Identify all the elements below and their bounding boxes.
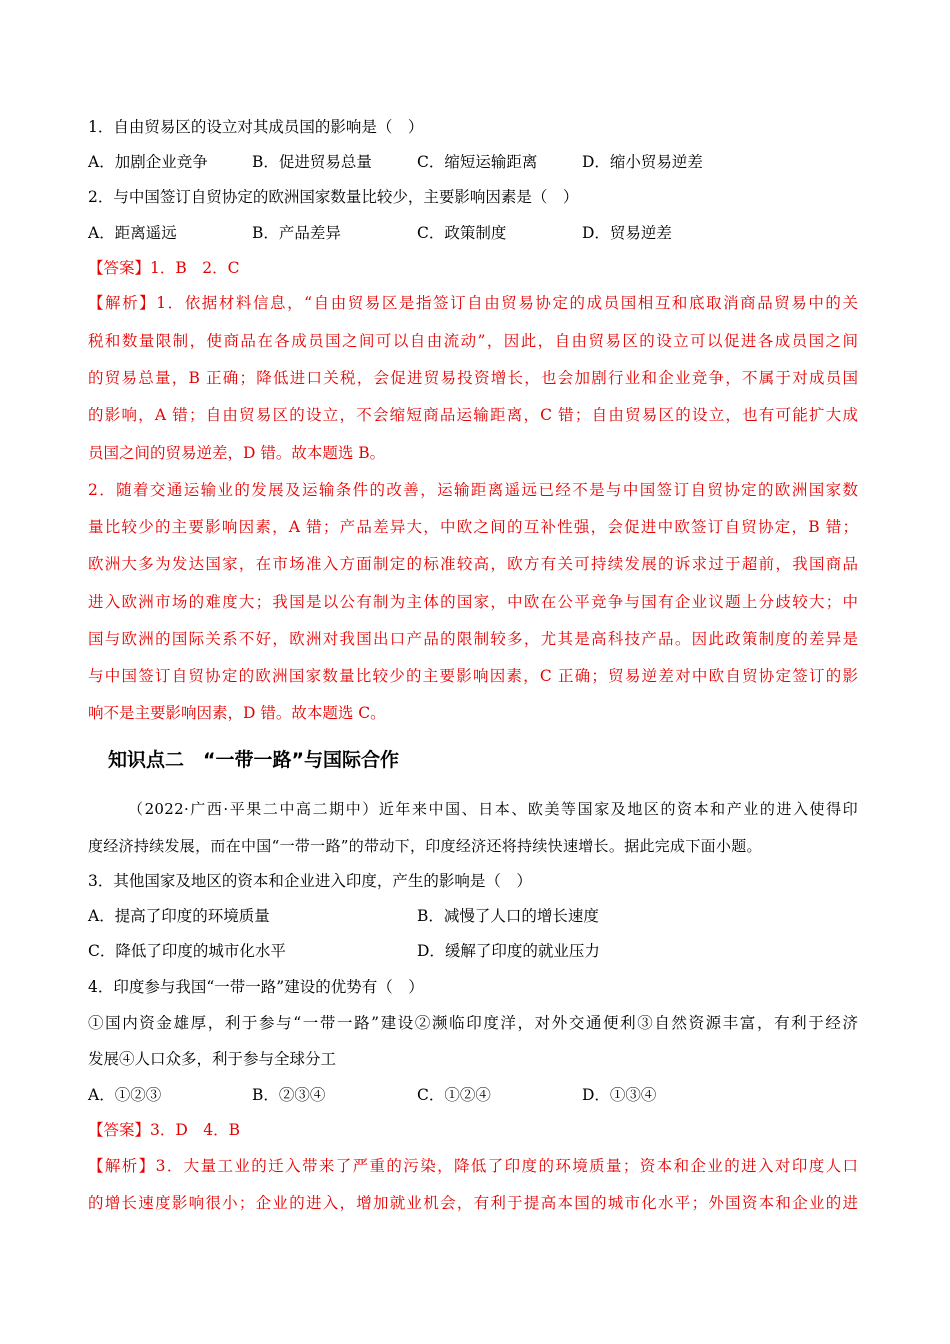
analysis-2-line: 进入欧洲市场的难度大；我国是以公有制为主体的国家，中欧在公平竞争与国有企业议题上分歧较大；中	[88, 593, 858, 611]
question-3-option-c: C．降低了印度的城市化水平	[88, 942, 286, 960]
question-4-option-a: A．①②③	[88, 1086, 162, 1104]
question-3-option-a: A．提高了印度的环境质量	[88, 907, 270, 925]
intro-line: （2022·广西·平果二中高二期中）近年来中国、日本、欧美等国家及地区的资本和产业的进入使得印	[128, 800, 858, 818]
section-title: 知识点二 “一带一路”与国际合作	[108, 749, 399, 771]
analysis-2-line: 2．随着交通运输业的发展及运输条件的改善，运输距离遥远已经不是与中国签订自贸协定的欧洲国家数	[88, 481, 858, 499]
analysis-1-line: 税和数量限制，使商品在各成员国之间可以自由流动”，因此，自由贸易区的设立可以促进各成员国之间	[88, 332, 858, 350]
question-3-stem: 3．其他国家及地区的资本和企业进入印度，产生的影响是（ ）	[88, 872, 532, 890]
question-1-option-c: C．缩短运输距离	[417, 153, 538, 171]
question-1-option-d: D．缩小贸易逆差	[582, 153, 703, 171]
question-1-stem: 1．自由贸易区的设立对其成员国的影响是（ ）	[88, 118, 424, 136]
question-4-option-d: D．①③④	[582, 1086, 657, 1104]
analysis-2-line: 响不是主要影响因素，D 错。故本题选 C。	[88, 704, 386, 722]
question-2-option-c: C．政策制度	[417, 224, 507, 242]
question-2-option-a: A．距离遥远	[88, 224, 177, 242]
analysis-3-line: 的增长速度影响很小；企业的进入，增加就业机会，有利于提高本国的城市化水平；外国资本和企业的进	[88, 1194, 858, 1212]
question-4-option-b: B．②③④	[252, 1086, 326, 1104]
analysis-2-line: 欧洲大多为发达国家，在市场准入方面制定的标准较高，欧方有关可持续发展的诉求过于超前，我国商品	[88, 555, 858, 573]
analysis-2-line: 国与欧洲的国际关系不好，欧洲对我国出口产品的限制较多，尤其是高科技产品。因此政策制度的差异是	[88, 630, 858, 648]
question-4-body: ①国内资金雄厚，利于参与“一带一路”建设②濒临印度洋，对外交通便利③自然资源丰富，有利于经济	[88, 1014, 858, 1032]
analysis-1-line: 【解析】1．依据材料信息，“自由贸易区是指签订自由贸易协定的成员国相互和底取消商品贸易中的关	[88, 294, 858, 312]
answer-block-1: 【答案】1．B 2．C	[88, 259, 240, 277]
analysis-1-line: 的贸易总量，B 正确；降低进口关税，会促进贸易投资增长，也会加剧行业和企业竞争，不属于对成员国	[88, 369, 858, 387]
question-2-stem: 2．与中国签订自贸协定的欧洲国家数量比较少，主要影响因素是（ ）	[88, 188, 579, 206]
question-1-option-a: A．加剧企业竞争	[88, 153, 208, 171]
analysis-1-line: 的影响，A 错；自由贸易区的设立，不会缩短商品运输距离，C 错；自由贸易区的设立，也有可能扩大成	[88, 406, 858, 424]
question-3-option-b: B．减慢了人口的增长速度	[417, 907, 599, 925]
question-4-option-c: C．①②④	[417, 1086, 491, 1104]
question-4-body: 发展④人口众多，利于参与全球分工	[88, 1050, 337, 1068]
analysis-1-line: 员国之间的贸易逆差，D 错。故本题选 B。	[88, 444, 386, 462]
analysis-3-line: 【解析】3．大量工业的迁入带来了严重的污染，降低了印度的环境质量；资本和企业的进入对印度人口	[88, 1157, 858, 1175]
analysis-2-line: 与中国签订自贸协定的欧洲国家数量比较少的主要影响因素，C 正确；贸易逆差对中欧自贸协定签订的影	[88, 667, 858, 685]
intro-line: 度经济持续发展，而在中国“一带一路”的带动下，印度经济还将持续快速增长。据此完成下面小题。	[88, 837, 762, 855]
question-3-option-d: D．缓解了印度的就业压力	[417, 942, 600, 960]
question-2-option-d: D．贸易逆差	[582, 224, 672, 242]
question-2-option-b: B．产品差异	[252, 224, 341, 242]
answer-block-2: 【答案】3．D 4．B	[88, 1121, 241, 1139]
question-4-stem: 4．印度参与我国“一带一路”建设的优势有（ ）	[88, 978, 424, 996]
question-1-option-b: B．促进贸易总量	[252, 153, 372, 171]
analysis-2-line: 量比较少的主要影响因素，A 错；产品差异大，中欧之间的互补性强，会促进中欧签订自贸协定，B 错；	[88, 518, 858, 536]
